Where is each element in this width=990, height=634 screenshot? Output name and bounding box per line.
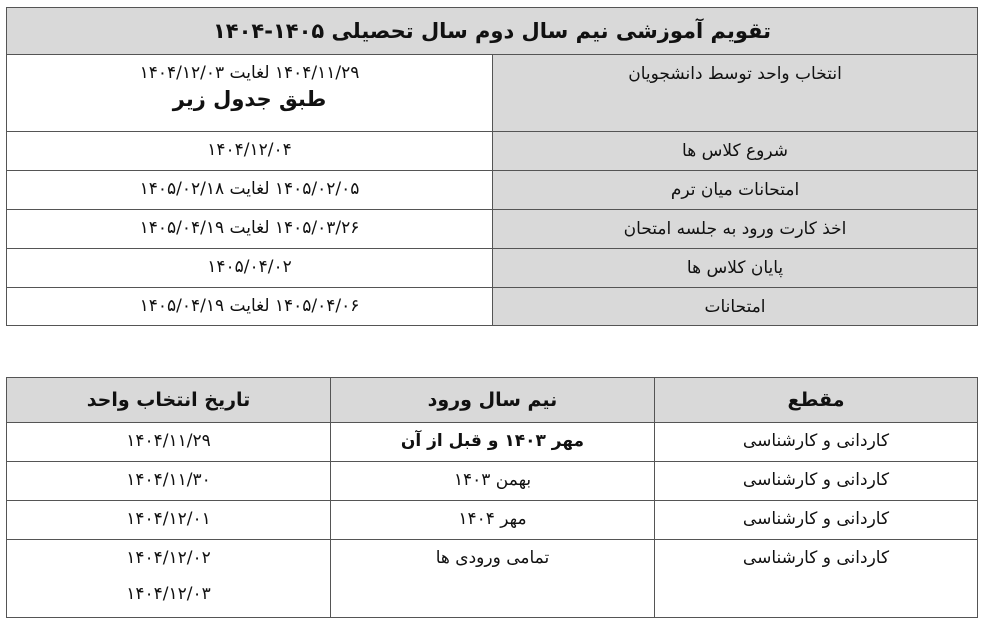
event-cell: امتحانات [493, 288, 978, 326]
level-cell: کاردانی و کارشناسی [655, 540, 978, 618]
event-cell: پایان کلاس ها [493, 249, 978, 288]
date-cell [7, 55, 493, 132]
date-cell: ۱۴۰۴/۱۱/۲۹ [7, 423, 331, 462]
table-row [7, 540, 978, 618]
level-header: مقطع [655, 378, 978, 423]
date-cell [7, 540, 331, 618]
table-row [7, 501, 978, 540]
calendar-title: تقویم آموزشی نیم سال دوم سال تحصیلی ۱۴۰۵-۱۴۰۴ [7, 8, 978, 55]
date-cell: ۱۴۰۵/۰۳/۲۶ لغایت ۱۴۰۵/۰۴/۱۹ [7, 210, 493, 249]
date-range: ۱۴۰۴/۱۱/۲۹ لغایت ۱۴۰۴/۱۲/۰۳ [139, 63, 360, 83]
date-cell: ۱۴۰۴/۱۱/۳۰ [7, 462, 331, 501]
entry-cell: مهر ۱۴۰۴ [331, 501, 655, 540]
date-cell: ۱۴۰۵/۰۲/۰۵ لغایت ۱۴۰۵/۰۲/۱۸ [7, 171, 493, 210]
date-line: ۱۴۰۴/۱۲/۰۳ [126, 584, 211, 604]
table-row [7, 210, 978, 249]
date-cell: ۱۴۰۴/۱۲/۰۱ [7, 501, 331, 540]
event-cell: اخذ کارت ورود به جلسه امتحان [493, 210, 978, 249]
level-cell: کاردانی و کارشناسی [655, 501, 978, 540]
level-cell: کاردانی و کارشناسی [655, 423, 978, 462]
event-cell: انتخاب واحد توسط دانشجویان [493, 55, 978, 132]
entry-cell: تمامی ورودی ها [331, 540, 655, 618]
event-cell: شروع کلاس ها [493, 132, 978, 171]
schedule-note: طبق جدول زیر [172, 87, 327, 111]
entry-header: نیم سال ورود [331, 378, 655, 423]
date-cell: ۱۴۰۵/۰۴/۰۶ لغایت ۱۴۰۵/۰۴/۱۹ [7, 288, 493, 326]
unit-selection-table [6, 377, 978, 618]
date-cell: ۱۴۰۵/۰۴/۰۲ [7, 249, 493, 288]
calendar-title-row [7, 8, 978, 55]
table-row [7, 288, 978, 326]
level-cell: کاردانی و کارشناسی [655, 462, 978, 501]
table-row [7, 462, 978, 501]
date-line: ۱۴۰۴/۱۲/۰۲ [126, 548, 211, 568]
table-row [7, 423, 978, 462]
table-row [7, 171, 978, 210]
date-cell: ۱۴۰۴/۱۲/۰۴ [7, 132, 493, 171]
date-header: تاریخ انتخاب واحد [7, 378, 331, 423]
entry-cell: مهر ۱۴۰۳ و قبل از آن [331, 423, 655, 462]
header-row [7, 378, 978, 423]
table-row [7, 132, 978, 171]
table-row [7, 249, 978, 288]
entry-cell: بهمن ۱۴۰۳ [331, 462, 655, 501]
event-cell: امتحانات میان ترم [493, 171, 978, 210]
table-row [7, 55, 978, 132]
academic-calendar-table [6, 7, 978, 326]
